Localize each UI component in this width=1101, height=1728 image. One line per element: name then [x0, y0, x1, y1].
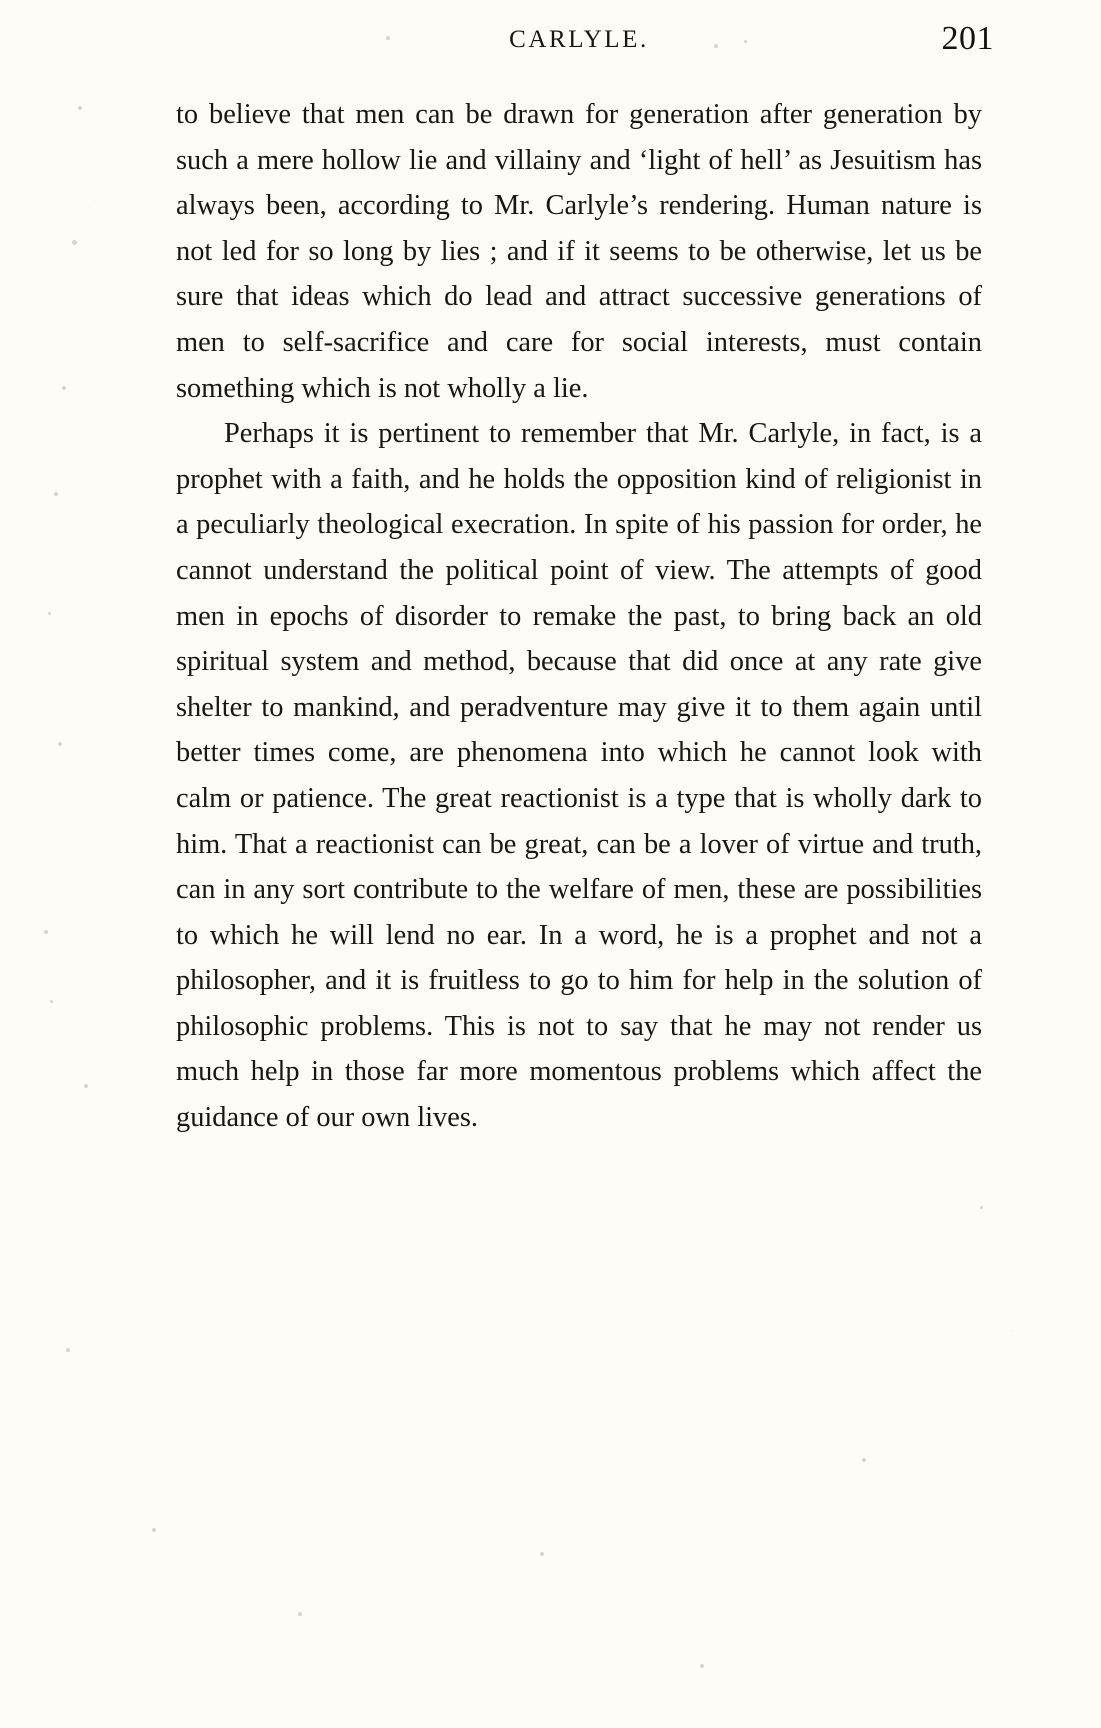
page-number: 201 — [941, 20, 994, 57]
scan-speck-icon — [152, 1528, 156, 1532]
paragraph-2: Perhaps it is pertinent to remember that Mr. Carlyle, in fact, is a prophet with a faith, and he holds the opposition kind of religionist in a peculiarly theological execration. In spite of his passion for order, he cannot understand the political point of view. The attempts of good men in epochs of disorder to remake the past, to bring back an old spiritual system and method, because that did once at any rate give shelter to mankind, and peradventure may give it to them again until better times come, are phenomena into which he cannot look with calm or patience. The great reactionist is a type that is wholly dark to him. That a reactionist can be great, can be a lover of virtue and truth, can in any sort contribute to the welfare of men, these are possibilities to which he will lend no ear. In a word, he is a prophet and not a philosopher, and it is fruitless to go to him for help in the solution of philosophic problems. This is not to say that he may not render us much help in those far more momentous problems which affect the guidance of our own lives. — [176, 418, 982, 1134]
scan-speck-icon — [66, 1348, 70, 1352]
scan-speck-icon — [44, 930, 48, 934]
scan-speck-icon — [48, 612, 51, 615]
scan-speck-icon — [84, 1084, 88, 1088]
scan-speck-icon — [862, 1458, 866, 1462]
scan-speck-icon — [540, 1552, 544, 1556]
scan-speck-icon — [700, 1664, 704, 1668]
scan-speck-icon — [980, 1206, 983, 1209]
scan-speck-icon — [58, 742, 62, 746]
paragraph-1: to believe that men can be drawn for generation after generation by such a mere hollow lie and villainy and ‘light of hell’ as Jesuitism has always been, according to Mr. Carlyle’s rendering. Human nature is not led for so long by lies ; and if it seems to be otherwise, let us be sure that ideas which do lead and attract successive generations of men to self-sacrifice and care for social interests, must contain something which is not wholly a lie. — [176, 99, 982, 404]
page-body-column — [176, 92, 982, 1141]
scan-speck-icon — [72, 240, 77, 245]
scan-speck-icon — [78, 106, 82, 110]
scan-speck-icon — [298, 1612, 302, 1616]
scan-speck-icon — [744, 40, 747, 43]
running-head — [176, 20, 994, 68]
scan-speck-icon — [50, 1000, 53, 1003]
scan-speck-icon — [714, 44, 718, 48]
scan-speck-icon — [386, 36, 390, 40]
scan-speck-icon — [62, 386, 66, 390]
scan-speck-icon — [54, 492, 58, 496]
running-head-title: CARLYLE. — [509, 26, 649, 53]
